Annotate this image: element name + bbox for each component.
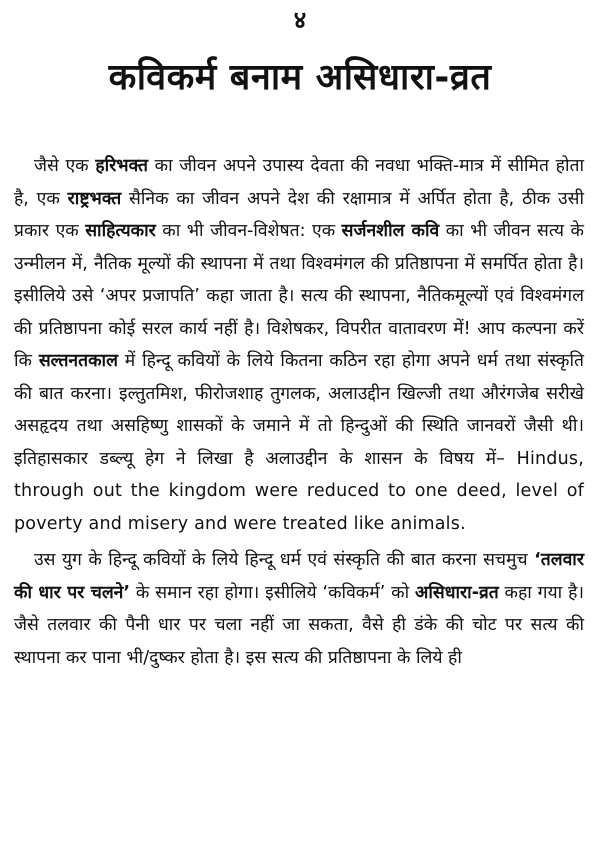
paragraph-1-text-4: का भी जीवन-विशेषत: एक — [155, 221, 342, 241]
paragraph-2 — [14, 544, 584, 674]
paragraph-2-text-1: उस युग के हिन्दू कवियों के लिये हिन्दू धर्म एवं संस्कृति की बात करना सचमुच — [34, 550, 535, 570]
term-haribhakt: हरिभक्त — [95, 156, 148, 176]
term-sahityakar: साहित्यकार — [85, 221, 156, 241]
english-quote: Hindus, through out the kingdom were reduced to one deed, level of poverty and misery and were treated like animals. — [14, 448, 584, 534]
term-sarjanshil-kavi: सर्जनशील कवि — [341, 221, 440, 241]
term-rashtrabhakt: राष्ट्रभक्त — [67, 188, 122, 209]
paragraph-1-text-6: में हिन्दू कवियों के लिये कितना कठिन रहा होगा अपने धर्म तथा संस्कृति की बात करना। इल्तुतमिश, फीरोजशाह तुगलक, अलाउद्दीन खिल्जी तथा औरंगजेब सरीखे असहृदय तथा असहिष्णु शासकों के जमाने में तो हिन्दुओं की स्थिति जानवरों जैसी थी। इतिहासकार डब्ल्यू हेग ने लिखा है अलाउद्दीन के शासन के विषय में– — [14, 351, 584, 469]
paragraph-1-text-5: का भी जीवन सत्य के उन्मीलन में, नैतिक मूल्यों की स्थापना में तथा विश्वमंगल की प्रतिष्ठापना में समर्पित होता है। इसीलिये उसे ‘अपर प्रजापति’ कहा जाता है। सत्य की स्थापना, नैतिकमूल्यों एवं विश्वमंगल की प्रतिष्ठापना कोई सरल कार्य नहीं है। विशेषकर, विपरीत वातावरण में! आप कल्पना करें कि — [14, 221, 584, 371]
paragraph-1-text-3: सैनिक का जीवन अपने देश की रक्षामात्र में अर्पित होता है, ठीक उसी प्रकार एक — [14, 188, 584, 241]
paragraph-1-text-2: का जीवन अपने उपास्य देवता की नवधा भक्ति-मात्र में सीमित होता है, एक — [14, 156, 585, 209]
chapter-title: कविकर्म बनाम असिधारा-व्रत — [108, 57, 492, 98]
paragraph-2-text-3: कहा गया है। जैसे तलवार की पैनी धार पर चला नहीं जा सकता, वैसे ही डंके की चोट पर सत्य की स्थापना कर पाना भी/दुष्कर होता है। इस सत्य की प्रतिष्ठापना के लिये ही — [14, 582, 584, 668]
paragraph-1 — [14, 150, 584, 540]
term-asidhara-vrat: असिधारा-व्रत — [414, 582, 499, 603]
paragraph-1-text-1: जैसे एक — [34, 156, 96, 176]
term-talwar-ki-dhar: ‘तलवार की धार पर चलने’ — [14, 550, 584, 603]
paragraph-2-text-2: के समान रहा होगा। इसीलिये ‘कविकर्म’ को — [130, 582, 415, 603]
page-number: ४ — [293, 6, 307, 34]
term-saltanatkal: सल्तनतकाल — [38, 351, 118, 371]
body-text — [14, 150, 584, 674]
